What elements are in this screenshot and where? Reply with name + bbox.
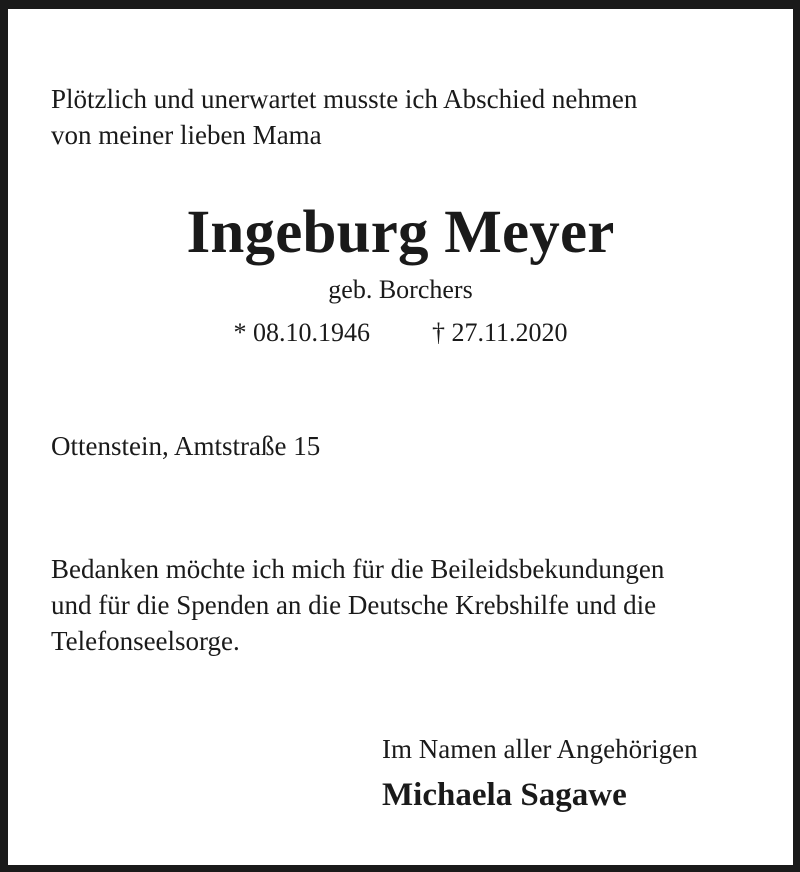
thanks-text — [51, 551, 781, 659]
thanks-line: Telefonseelsorge. — [51, 626, 240, 656]
intro-line: Plötzlich und unerwartet musste ich Abschied nehmen — [51, 84, 638, 114]
maiden-name: geb. Borchers — [328, 275, 473, 304]
birth-date: * 08.10.1946 — [233, 318, 370, 347]
closing-line: Im Namen aller Angehörigen — [382, 734, 698, 764]
thanks-line: Bedanken möchte ich mich für die Beileidsbekundungen — [51, 554, 665, 584]
thanks-line: und für die Spenden an die Deutsche Krebshilfe und die — [51, 590, 657, 620]
address: Ottenstein, Amtstraße 15 — [51, 431, 321, 461]
intro-text — [51, 81, 771, 153]
intro-line: von meiner lieben Mama — [51, 120, 322, 150]
deceased-name: Ingeburg Meyer — [186, 199, 615, 266]
life-dates — [8, 315, 793, 351]
death-date: † 27.11.2020 — [431, 318, 568, 347]
signer-name: Michaela Sagawe — [382, 777, 627, 813]
